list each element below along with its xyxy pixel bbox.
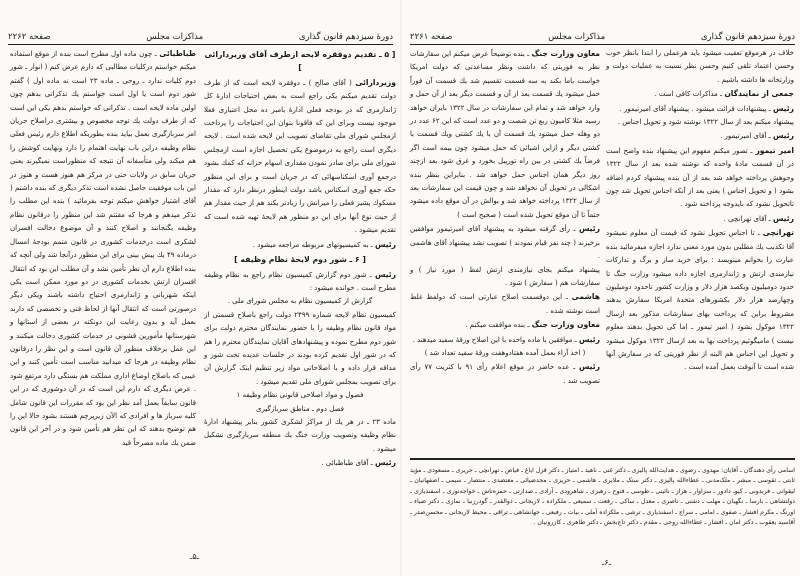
- speaker-name: معاون وزارت جنگ: [531, 320, 600, 330]
- votes-divider: [410, 458, 795, 460]
- speaker-name: رئیس: [772, 103, 794, 113]
- speech-text: ـ عده حاضر در موقع اعلام رأی ۹۱ با کثریت ۷۷ رأی تصویب شد .: [410, 363, 600, 385]
- speech-text: ـ آقای طباطبائی .: [321, 459, 373, 468]
- proposal-text: پیشنهاد میکنم بجای نیازمندی ارتش لفظ ( مورد نیاز ) و سفارشات هم ( سفارش ) شود .: [410, 265, 600, 287]
- column-right: [204, 47, 397, 468]
- speech-text: ـ شور دوم گزارش کمیسیون نظام راجع به نظام وظیفه مطرح است . خوانده میشود :: [204, 270, 396, 292]
- header-page-number: صفحه ۲۲۶۲: [8, 32, 51, 42]
- header-page-number: صفحه ۲۲۶۱: [410, 32, 453, 42]
- speech-text: ـ پیشنهادات قرائت میشود . پیشنهاد آقای امیرتیمور .: [619, 104, 771, 113]
- speaker-name: امیر تیمور: [755, 145, 794, 155]
- speaker-name: رئیس: [374, 269, 396, 279]
- speaker-name: رئیس: [578, 362, 600, 372]
- speech-text: ( آقای صالح ) ـ دوفقره لایحه است که از طرف دولت تقدیم میکنم یکی راجع است به بعض احتیاجات ادارهٔ کل ژاندارمری که در بودجه فعلی ادارهٔ بامبر ده محل اعتباری فعلا موجود نیست وبرای این که فاقونا بتوان این احتیاجات را پرداخت ازمجلس شورای ملی تقاضای تصویب این لایحه شده است . لایحه دیگری است راجع به درموضوع یکی تحصیل اجازه است ازمجلس شورای ملی برای صادر نمودن مقداری اسهام خزانه که کمك بشود درجمع آوری اسکناسهائی که در جریان است و برای این منظور حکه جمع آوری اسکناس باشد دولت اینطور درنظر دارد که مقدار مسکوك پشیز فعلی را میزانش را زیادتر بکند هم از حیث مقدار هم از حیث نوع آنها برای این دو منظور هم لایحهٔ تهیه شده است که تقدیم میشود .: [204, 78, 396, 235]
- article-text: ماده ۲۳ ـ در هر یك از مراکز لشکری کشور بنابر پیشنهاد ادارهٔ نظام وظیفه وتصویب وزارت جنگ یك منطقه سربازگیری تشکیل میشود .: [204, 417, 396, 453]
- proposal-text: پیشنهاد میکنم بعد از سال ۱۳۲۲ نوشته شود و تحویل اجناس .: [617, 118, 794, 127]
- chapter-title: فصل دوم ـ مناطق سربازگیری: [256, 404, 344, 413]
- speech-text: ـ به کمیسیونهای مربوطه مراجعه میشود .: [252, 240, 373, 249]
- speaker-name: رئیس: [578, 334, 600, 344]
- speaker-name: طباطبائی: [159, 49, 196, 58]
- report-text: کمیسیون نظام لایحه شماره ۲۴۹۹ دولت راجع باصلاح قسمتی از مواد قانون نظام وظیفه را با حضور نمایندگان محترم دولت برای شور دوم مطرح نموده و پیشنهادهای آقایان نمایندگان محترم را هم که در شور اول تقدیم کرده بودند در جلسات عدیده تحت شور و مداقه قرار داده و با اصلاحاتی مواد زیر تنظیم اینک گزارش آن برای تصویب بمجلس شورای ملی تقدیم میشود .: [204, 310, 397, 386]
- speaker-name: هاشمی: [571, 292, 600, 302]
- speaker-name: رئیس: [578, 224, 600, 234]
- page-header: [410, 25, 795, 45]
- speech-text: ـ بنده توضیحاً عرض میکنم این سفارشات نظر به فوریتی که داشت ونظر مساعدتی که دولت امریکا خواست باما بکند به سه قسمت تقسیم شد یك قسمت آن فوراً حمل میشود یك قسمت بعد از آن و قسمت دیگر بعد از آن حمل و وارد خواهد شد و تمام این سفارشات در سال ۱۳۲۲ بایران خواهد رسید مثلا کامیون ربع تن شصت و دو عدد است که این ۶۲ عدد در دو وهله حمل میشود یك قسمت آن با یك کشتی ویك قسمت با کشتی دیگر و ازاین اشیائی که حمل میشود چون بیمه است اگر فرضاً یك کشتی در بین راه تورپیل بخورد و غرق شود بعد ازچند روز دیگر همان اجناس حمل خواهد شد . بنابراین بنظر بنده اشکالی در تحویل آن نخواهد شد و چون قیمت این سفارشات بعد از سال ۱۳۲۲ پرداخته خواهد شد و بوالش در آن موقع داده میشود حتماً تا آن موقع تحویل شده است ( صحیح است ): [410, 50, 601, 219]
- page-header: [8, 25, 393, 45]
- speech-text: ـ چون ماده اول مطرح است بنده از موقع استفاده میکنم خواستم درکلیات مطالبی که دارم عرض کنم ( انوار ـ شور دوم کلیات ندارد ـ روحی ـ ماده ۲۳ است نه ماده اول ) گفتم شور دوم است یا اول است خواستم یك تذکراتی بدهم چون اولین ماده لایحه است . تذکراتی که خواستم بدهم یکی این است که از طرف دولت یك توجه مخصوص و بیشتری دراصلاح جریان امر سربازگیری بعمل بیاید بنده بطوریکه اطلاع دارم رئیس فعلی نظام وظیفه دراین باب نهایت اهتمام را دارد ونهایت کوشش را هم میکند ولی متأسفانه آن نتیجه که منظوراست نمیگیرند یعنی جریان سابق در ولایات حتی در مرکز هم هنوز هست و هنوز در این باب موفقیت حاصل نشده است تذکر دیگری که بنده داشتم ( آقای اشتیار خواهش میکنم توجه بفرمائید ) بنده این مطلب را تذکر میدهم و هرجا که مفتتم شد این منظور را درقانون نظام وظیفه بگنجانند و اصلاح کنند و آن موضوع دخالت افسران لشکری است درخدمات کشوری در قانون متمم بودجهٔ امسال درماده ۴۹ یك پیش بینی برای این منظور درآنجا شد ولی آنچه که بنده اطلاع دارم آن نظر تأمین نشد و آن مطلب این بود که انتقال افسران ارتش بخدمات کشوری در دو مورد ممکن است یکی اینکه شهربانی و ژاندارمری احتیاج داشته باشند ویکی دیگر درصورتی است که انتقال آنها از لحاظ فنی و تخصصی که دارند بعمل آید و بدون رعایت این دونکته در بعضی از استانها و شهرستانها مأمورین قشونی در خدمات کشوری دخالت میکنند و این عمل برخلاف منظور آن قانون است و این نظر را درقانون نظام وظیفه در هرجا که میدانید مناسب است تأمین کنند و این عیبی که باصلاح اوضاع اداری مملکت هم بستگی دارد مرتفع شود . عرض دیگری که دارم این است که در آن دوشوری که در این قانون سابقاً بعمل آمد نظر این بود که مقررات این قانون شامل کلیه سرباز ها و افرادی که الآن زیرپرچم هستند بشود حالا این را هم توضیح بدهند که این نظر هم تأمین شود و در آخر این قانون ضمن یك ماده مصرحاً قید: [10, 50, 197, 447]
- speaker-name: تهرانچی: [762, 228, 794, 238]
- speaker-name: رئیس: [772, 213, 794, 223]
- column-right: [606, 47, 794, 447]
- speech-text: ـ این دوقسمت اصلاح عبارتی است که دولفظ غلط است نوشته شده .: [410, 293, 600, 315]
- speech-text: ـ موافقین با ماده واحده با این اصلاح ورقهٔ سفید میدهند .: [412, 335, 577, 344]
- speaker-name: رئیس: [374, 239, 396, 249]
- vote-note: ( اخذ آراء بعمل آمده هفتادوهفت ورقهٔ سفید تعداد شد ): [424, 348, 586, 357]
- speaker-name: وزیردارائی: [355, 77, 396, 87]
- speaker-name: رئیس: [772, 131, 794, 141]
- speech-text: ـ آقای تهرانچی .: [723, 214, 771, 223]
- speech-text: ـ تا اجناس تحویل نشود که قیمت آن معلوم نمیشود آقا تکذیب یك مطلبی بدون مورد معنی ندارد اجازه میفرمائید بنده عبارت را بخوانم مینویسد : برای خرید ساز و برگ و تدارکات نیازمندی ارتش و ژاندارمری اجازه داده میشود وزارت جنگ تا حدود دومیلیون ویکصد هزار دلار و وزارت کشور تاحدود دومیلیون وچهارصد هزار دلار بکشورهای متحدهٔ امریکا سفارش بدهند مشروط براین که پرداخت بهای سفارشات مذکور بعد ازسال ۱۳۲۲ موکول بشود ( امیر تیمور ـ اما کی تحویل بدهند معلوم نیست ) مامیگوئیم پرداخت بها به بعد ازسال ۱۳۲۲ موکول میشود و تحویل این اجناس هم البته از نظر فوریتی که در سفارش آنها شده است تا آنوقت بعمل آمده است .: [606, 229, 794, 372]
- section-heading: [ ۶ ـ شور دوم لایحهٔ نظام وظیفه ]: [234, 255, 366, 265]
- speech-text: ـ تصور میکنم مفهوم این پیشنهاد بنده واضح است در آن قسمت مادهٔ واحده که نوشته شده بعد از سال ۱۳۲۲ وجوهش پرداخته خواهد شد بعد از آن بنده پیشنهاد کردم اضافه بشود ( و تحویل اجناس ) یعنی بعد از آنکه اجناس تحویل شد چون تاتحویل نشود که بایدوجه پرداخته شود .: [606, 146, 794, 209]
- column-left: [410, 47, 600, 452]
- page-number: ـ۵ـ: [190, 552, 199, 561]
- speech-text: ـ مذاکرات کافی است .: [654, 90, 723, 99]
- header-series: دورهٔ سیزدهم قانون گذاری: [298, 32, 393, 42]
- header-title: مذاکرات مجلس: [146, 32, 204, 42]
- law-title: فصول و مواد اصلاحی قانونی نظام وظیفه ۱: [236, 391, 364, 400]
- header-series: دورهٔ سیزدهم قانون گذاری: [700, 32, 795, 42]
- report-title: گزارش از کمیسیون نظام به مجلس شورای ملی .: [227, 297, 373, 306]
- column-left: [10, 47, 196, 517]
- speech-text: ـ رأی گرفته میشود به پیشنهاد آقای امیرتیمور موافقین برخیزند ( چند نفر قیام نمودند ) تصویب نشد پیشنهاد آقای هاشمی .: [410, 225, 600, 261]
- speech-text: ـ بنده موافقت میکنم .: [465, 321, 530, 330]
- speech-text: ـ آقای امیرتیمور .: [720, 132, 771, 141]
- speaker-name: جمعی از نمایندگان: [724, 89, 794, 99]
- page-number: ـ۶ـ: [602, 558, 611, 567]
- voters-list: اسامی رأی دهندگان ـ آقایان: مهدوی ـ رضوی ـ هدایت‌الله پالیزی ـ دکتر غنی ـ ناهید ـ امتیاز ـ دکتر قزل ایاغ ـ فیاض ـ تهرانچی ـ حریری ـ مسعودی ـ مؤید ثابتی ـ ثقوسی ـ مبشر ـ ملک‌مدنی ـ عطاءالله پالیزی ـ دکتر سنک ـ ملایری ـ هاشمی ـ حزیزی ـ مجدضیائی ـ معتضدی ـ منتصار ـ سیمی ـ اصفهانیان ـ لیقوانی ـ فربدونی ـ کیوـ دادور ـ سزاوار ـ هراز ـ نائینی ـ طوسی ـ فتوح ـ رهبری ـ شاهرودی ـ آزادی ـ صدارتی ـ حمزه‌تاش ـ خواجه‌نوری ـ اسفندیاری ـ دولتشاهی ـ بارسا ـ نگهبان ـ مهلب ـ دشتی ـ ناصری ـ معدل ـ ساکی ـ رفعت ـ سمیعی ـ ملکزاده ـ لاریجانی ـ ذوالقدر ـ گودرزنیا ـ نمازی ـ دکتر ضیاء ـ اورنگ ـ مکرم افشار ـ صفوی ـ امامی ـ سرا‌ج ـ اسفندیاری ـ ترشی ـ ملکزاده آملی ـ بیات ـ رفیعی ـ جهانشاهی ـ تراقی ـ محیط لاریجانی ـ محسن‌صدر ـ آقاسید یعقوب ـ دکتر امان ـ افشار ـ عطاءالله روحی ـ مقدم ـ دکتر تاج‌بخش ـ دکتر طاهری ـ کازرونیان .: [410, 467, 795, 527]
- header-title: مذاکرات مجلس: [548, 32, 606, 42]
- speaker-name: رئیس: [374, 458, 396, 468]
- right-page: [402, 0, 800, 576]
- speaker-name: معاون وزارت جنگ: [531, 49, 601, 58]
- section-heading: [ ۵ ـ تقدیم دوفقره لایحه ازطرف آقای وزیردارائی ]: [204, 50, 396, 73]
- speech-text: خلاف در هرموقع تعقیب میشود باید هرعملی را ابتدا بانظر خوب وحسن اعتماد تلقی کنیم وحسن نظر نسبت به عملیات دولت و وزارتخانه ها داشته باشیم .: [606, 49, 794, 84]
